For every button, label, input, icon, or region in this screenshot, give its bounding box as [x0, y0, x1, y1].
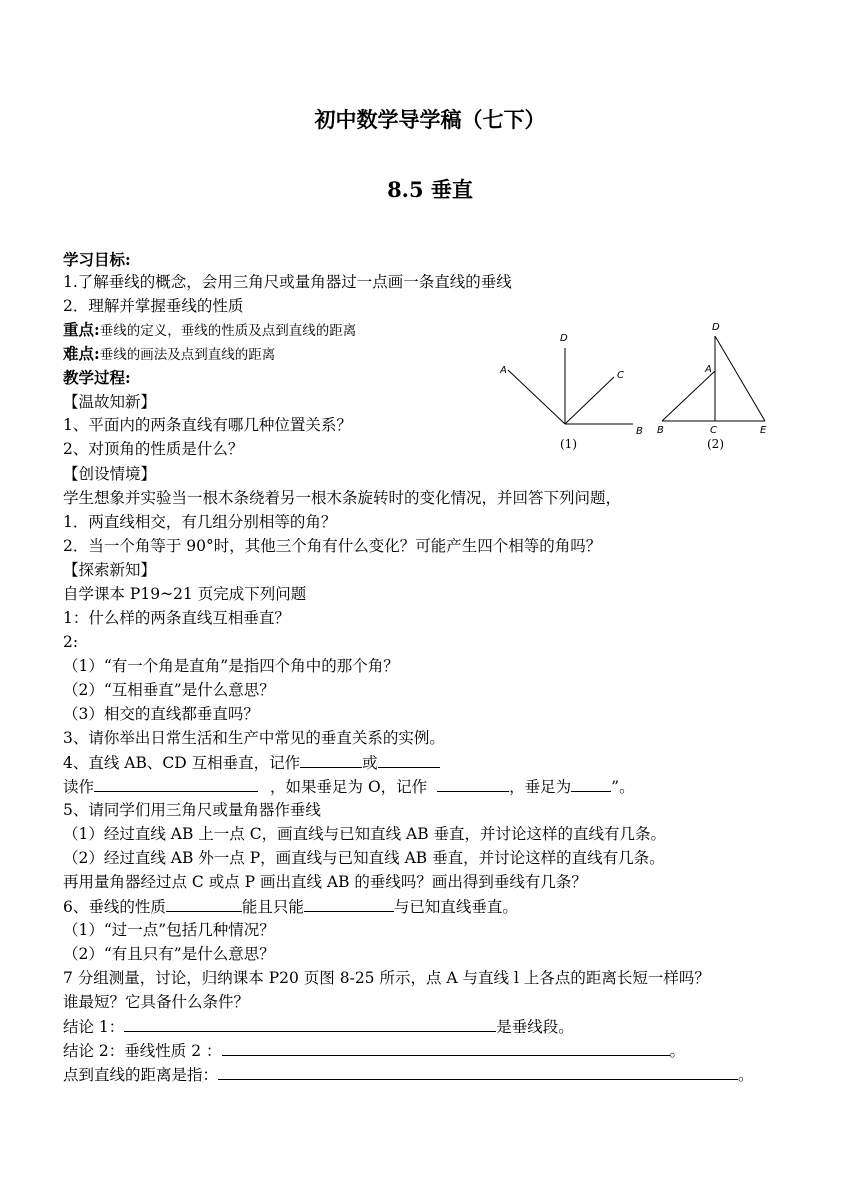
fig2-label-c: C [710, 425, 717, 436]
fig2-line-de [715, 336, 765, 421]
explore-q1: 1：什么样的两条直线互相垂直？ [63, 609, 290, 627]
fig1-line-c [565, 377, 614, 424]
explore-q5-2: （2）经过直线 AB 外一点 P，画直线与已知直线 AB 垂直，并讨论这样的直线有几条。 [63, 849, 665, 867]
q4-text-d: ，如果垂足为 O，记作 [270, 778, 428, 796]
page-title: 初中数学导学稿（七下） [314, 107, 546, 132]
explore-q6-1: （1）“过一点”包括几种情况？ [63, 921, 275, 939]
explore-q5: 5、请同学们用三角尺或量角器作垂线 [63, 801, 321, 819]
explore-q2-1: （1）“有一个角是直角”是指四个角中的那个角？ [63, 657, 399, 675]
figure-2 [662, 336, 765, 421]
difficulty-label: 难点: [63, 344, 100, 363]
figure-1 [508, 348, 633, 424]
fig2-label-d: D [712, 322, 720, 333]
scenario-q2: 2．当一个角等于 90°时，其他三个角有什么变化？可能产生四个相等的角吗？ [63, 537, 602, 555]
explore-q5-1: （1）经过直线 AB 上一点 C，画直线与已知直线 AB 垂直，并讨论这样的直线有几条。 [63, 825, 667, 843]
explore-heading: 【探索新知】 [63, 561, 157, 579]
goal-1: 1.了解垂线的概念，会用三角尺或量角器过一点画一条直线的垂线 [63, 273, 512, 291]
scenario-heading: 【创设情境】 [63, 465, 157, 483]
q6-text-a: 6、垂线的性质 [63, 898, 166, 916]
fig1-label-a: A [500, 365, 507, 376]
explore-q2: 2: [63, 633, 79, 651]
review-heading: 【温故知新】 [63, 393, 157, 411]
fig1-line-ab [508, 370, 565, 424]
explore-q2-2: （2）“互相垂直”是什么意思？ [63, 681, 275, 699]
fig1-label-c: C [617, 370, 624, 381]
c1-end: 是垂线段。 [496, 1018, 574, 1036]
q6-text-b: 能且只能 [241, 898, 304, 916]
q4-text-f: ”。 [611, 778, 635, 796]
key-text: 垂线的定义，垂线的性质及点到直线的距离 [99, 323, 357, 339]
c3-end: 。 [738, 1066, 754, 1084]
fig2-label-e: E [760, 425, 767, 436]
c3-label: 点到直线的距离是指： [63, 1066, 219, 1084]
explore-q5-3: 再用量角器经过点 C 或点 P 画出直线 AB 的垂线吗？画出得到垂线有几条？ [63, 873, 587, 891]
q4-text-c: 读作 [63, 778, 95, 796]
explore-q2-3: （3）相交的直线都垂直吗？ [63, 705, 259, 723]
scenario-q1: 1．两直线相交，有几组分别相等的角？ [63, 513, 337, 531]
explore-q7-a: 7 分组测量，讨论，归纳课本 P20 页图 8-25 所示，点 A 与直线 l 上各点的距离长短一样吗？ [63, 969, 710, 987]
c2-end: 。 [669, 1042, 686, 1060]
goal-2: 2．理解并掌握垂线的性质 [63, 297, 244, 315]
c2-label: 结论 2：垂线性质 2 ： [63, 1042, 222, 1060]
fig1-label-b: B [636, 426, 643, 437]
goals-heading: 学习目标: [63, 250, 131, 269]
difficulty-text: 垂线的画法及点到直线的距离 [99, 347, 276, 363]
fig2-line-ab [662, 371, 715, 421]
q6-text-c: 与已知直线垂直。 [393, 898, 518, 916]
scenario-intro: 学生想象并实验当一根木条绕着另一根木条旋转时的变化情况，并回答下列问题， [63, 489, 622, 507]
fig1-label-d: D [560, 333, 568, 344]
q4-text-e: ，垂足为 [509, 778, 572, 796]
explore-q7-b: 谁最短？它具备什么条件？ [63, 993, 250, 1011]
review-q1: 1、平面内的两条直线有哪几种位置关系？ [63, 416, 352, 434]
review-q2: 2、对顶角的性质是什么？ [63, 440, 244, 458]
fig2-label-b: B [657, 425, 664, 436]
explore-intro: 自学课本 P19~21 页完成下列问题 [63, 585, 307, 603]
fig2-label-a: A [705, 364, 712, 375]
process-heading: 教学过程: [63, 368, 131, 387]
explore-q6-2: （2）“有且只有”是什么意思？ [63, 945, 275, 963]
fig1-number: (1) [560, 437, 577, 451]
fig2-number: (2) [707, 437, 724, 451]
key-label: 重点: [63, 320, 100, 339]
section-title: 8.5 垂直 [387, 177, 473, 202]
c1-label: 结论 1： [63, 1018, 125, 1036]
q4-text-b: 或 [362, 754, 378, 772]
explore-q3: 3、请你举出日常生活和生产中常见的垂直关系的实例。 [63, 729, 445, 747]
q4-text-a: 4、直线 AB、CD 互相垂直，记作 [63, 754, 301, 772]
